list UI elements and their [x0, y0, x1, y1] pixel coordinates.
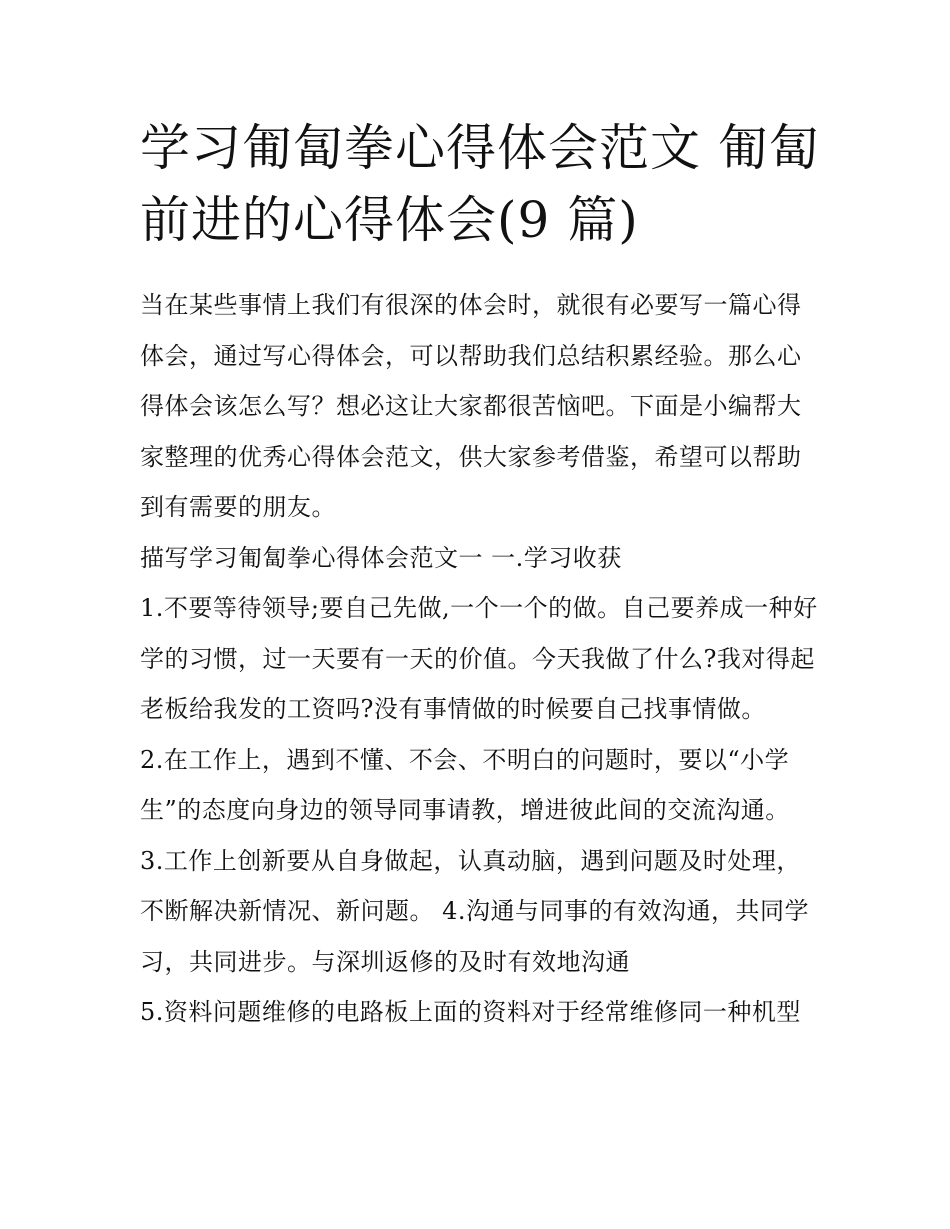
point-1-paragraph: 1.不要等待领导;要自己先做,一个一个的做。自己要养成一种好学的习惯，过一天要有一天的价值。今天我做了什么?我对得起老板给我发的工资吗?没有事情做的时候要自己找事情做。: [140, 594, 818, 723]
document-body: [140, 280, 820, 1038]
point-3-4-paragraph: 3.工作上创新要从自身做起，认真动脑，遇到问题及时处理，不断解决新情况、新问题。 4.沟通与同事的有效沟通，共同学习，共同进步。与深圳返修的及时有效地沟通: [140, 846, 810, 976]
document-title: [140, 112, 820, 256]
point-2-paragraph: 2.在工作上，遇到不懂、不会、不明白的问题时，要以“小学生”的态度向身边的领导同事请教，增进彼此间的交流沟通。: [140, 745, 790, 824]
intro-paragraph: 当在某些事情上我们有很深的体会时，就很有必要写一篇心得体会，通过写心得体会，可以帮助我们总结积累经验。那么心得体会该怎么写？想必这让大家都很苦恼吧。下面是小编帮大家整理的优秀心得体会范文，供大家参考借鉴，希望可以帮助到有需要的朋友。: [140, 291, 802, 521]
point-5-paragraph: 5.资料问题维修的电路板上面的资料对于经常维修同一种机型: [140, 998, 801, 1026]
title-line-1: 学习匍匐拳心得体会范文 匍匐: [140, 119, 820, 177]
title-line-2: 前进的心得体会(9 篇): [140, 191, 639, 249]
section-heading: 描写学习匍匐拳心得体会范文一 一.学习收获: [140, 543, 622, 572]
